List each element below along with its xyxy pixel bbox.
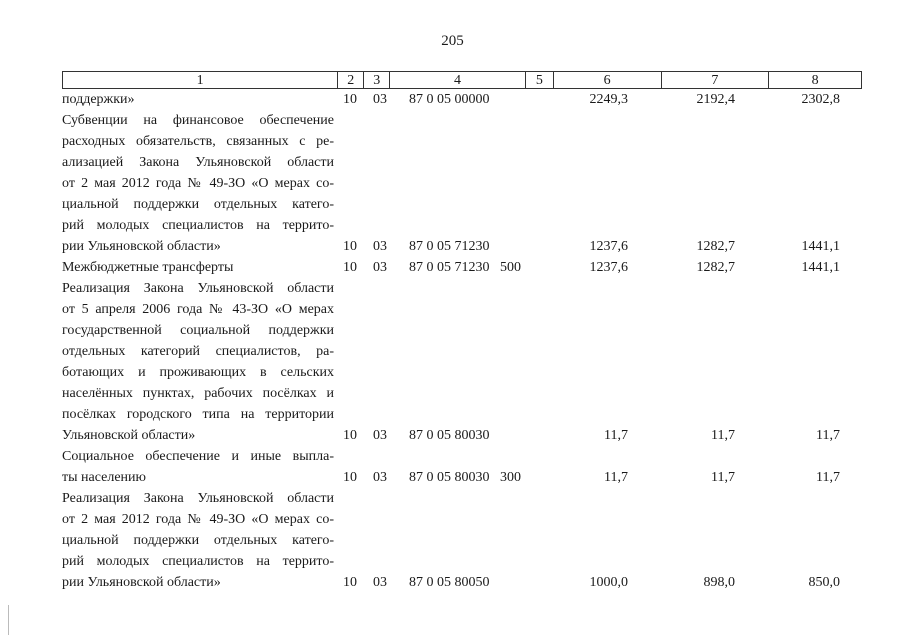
row-description-line: Реализация Закона Ульяновской области	[62, 281, 334, 296]
table-cell-col2: 10	[343, 428, 357, 443]
table-cell-col7: 1282,7	[696, 260, 735, 275]
table-cell-col5	[500, 89, 530, 110]
row-description-line: циальной поддержки отдельных катего-	[62, 533, 334, 548]
row-description-line: рии Ульяновской области»	[62, 239, 221, 254]
row-description-line: рий молодых специалистов на террито-	[62, 554, 334, 569]
table-cell-col5	[500, 425, 530, 446]
column-header-7: 7	[662, 72, 770, 88]
table-cell-col4: 87 0 05 71230	[409, 239, 490, 254]
table-cell-col2: 10	[343, 92, 357, 107]
column-header-5: 5	[526, 72, 554, 88]
row-description-line: ботающих и проживающих в сельских	[62, 365, 334, 380]
row-description-line: отдельных категорий специалистов, ра-	[62, 344, 334, 359]
table-cell-col5	[500, 236, 530, 257]
column-header-8: 8	[811, 73, 819, 88]
table-cell-col4: 87 0 05 00000	[409, 92, 490, 107]
table-cell-col8: 1441,1	[801, 260, 840, 275]
column-header-6: 6	[554, 72, 662, 88]
table-cell-col3: 03	[373, 239, 387, 254]
table-cell-col7: 2192,4	[696, 92, 735, 107]
table-cell-col3: 03	[373, 575, 387, 590]
table-cell-col8: 2302,8	[801, 92, 840, 107]
table-cell-col7: 11,7	[711, 428, 735, 443]
row-description-line: Субвенции на финансовое обеспечение	[62, 113, 334, 128]
table-cell-col8: 11,7	[816, 428, 840, 443]
table-cell-col6: 1000,0	[589, 575, 628, 590]
table-cell-col5: 300	[500, 470, 521, 485]
row-description-line: Ульяновской области»	[62, 428, 196, 443]
row-description-line: рий молодых специалистов на террито-	[62, 218, 334, 233]
table-cell-col2: 10	[343, 575, 357, 590]
column-header-1: 1	[63, 72, 338, 88]
table-cell-col7: 898,0	[703, 575, 735, 590]
table-cell-col6: 2249,3	[589, 92, 628, 107]
row-description-line: циальной поддержки отдельных катего-	[62, 197, 334, 212]
row-description-line: государственной социальной поддержки	[62, 323, 334, 338]
table-cell-col6: 11,7	[604, 470, 628, 485]
table-cell-col2: 10	[343, 470, 357, 485]
column-header-4: 4	[390, 72, 526, 88]
column-header-2: 2	[338, 72, 364, 88]
table-cell-col4: 87 0 05 80030	[409, 428, 490, 443]
row-description-line: Социальное обеспечение и иные выпла-	[62, 449, 334, 464]
table-cell-col2: 10	[343, 239, 357, 254]
row-description-line: расходных обязательств, связанных с ре-	[62, 134, 334, 149]
table-cell-col6: 11,7	[604, 428, 628, 443]
row-description-line: поддержки»	[62, 92, 135, 107]
table-cell-col3: 03	[373, 470, 387, 485]
table-cell-col4: 87 0 05 80030	[409, 470, 490, 485]
table-cell-col8: 1441,1	[801, 239, 840, 254]
table-cell-col4: 87 0 05 71230	[409, 260, 490, 275]
row-description-line: ализацией Закона Ульяновской области	[62, 155, 334, 170]
row-description-line: от 5 апреля 2006 года № 43-ЗО «О мерах	[62, 302, 334, 317]
table-cell-col3: 03	[373, 260, 387, 275]
table-cell-col6: 1237,6	[589, 239, 628, 254]
row-description-line: рии Ульяновской области»	[62, 575, 221, 590]
table-cell-col6: 1237,6	[589, 260, 628, 275]
table-cell-col5	[500, 572, 530, 593]
table-cell-col5: 500	[500, 260, 521, 275]
row-description-line: ты населению	[62, 470, 146, 485]
scan-margin-mark	[8, 605, 9, 635]
table-cell-col3: 03	[373, 92, 387, 107]
table-cell-col7: 1282,7	[696, 239, 735, 254]
row-description-line: от 2 мая 2012 года № 49-ЗО «О мерах со-	[62, 176, 334, 191]
row-description-line: посёлках городского типа на территории	[62, 407, 334, 422]
table-cell-col3: 03	[373, 428, 387, 443]
table-cell-col4: 87 0 05 80050	[409, 575, 490, 590]
table-cell-col7: 11,7	[711, 470, 735, 485]
table-cell-col8: 11,7	[816, 470, 840, 485]
row-description-line: от 2 мая 2012 года № 49-ЗО «О мерах со-	[62, 512, 334, 527]
table-cell-col2: 10	[343, 260, 357, 275]
column-header-3: 3	[364, 72, 390, 88]
row-description-line: Межбюджетные трансферты	[62, 260, 234, 275]
row-description-line: населённых пунктах, рабочих посёлках и	[62, 386, 334, 401]
table-cell-col8: 850,0	[808, 575, 840, 590]
column-header-row	[62, 71, 862, 89]
page-number: 205	[441, 33, 464, 49]
row-description-line: Реализация Закона Ульяновской области	[62, 491, 334, 506]
